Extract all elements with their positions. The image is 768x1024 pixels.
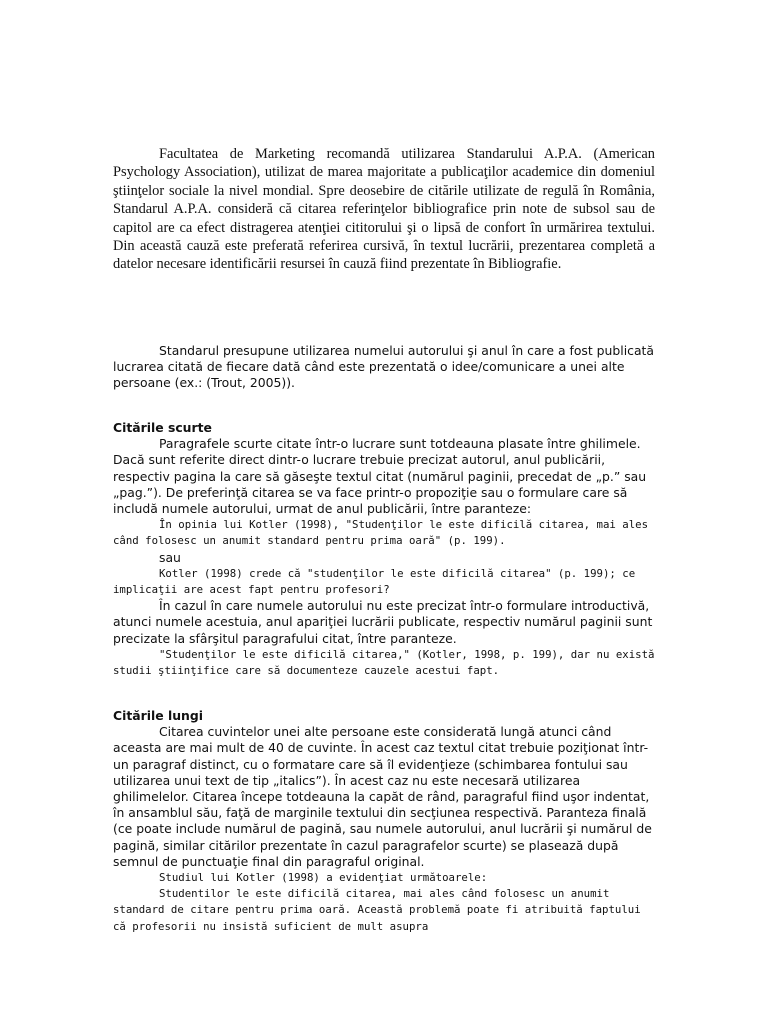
intro-paragraph: Facultatea de Marketing recomandă utilizarea Standarului A.P.A. (American Psychology Association), utilizat de marea majoritate a publicaţilor academice din domeniul ştiinţelor sociale la nivel mondial. Spre deosebire de citările utilizate de regulă în România, Standarul A.P.A. consideră că citarea referinţelor bibliografice prin note de subsol sau de capitol are ca efect distragerea atenţiei cititorului şi o lipsă de confort în urmărirea textului. Din această cauză este preferată referirea cursivă, în textul lucrării, prezentarea completă a datelor necesare identificării resursei în cauză fiind prezentate în Bibliografie. — [113, 146, 655, 273]
long-quote-example: Studentilor le este dificilă citarea, mai ales când folosesc un anumit standard de citare pentru prima oară. Această problemă poate fi atribuită faptului că profesorii nu insistă suficient de mult asupra — [113, 887, 641, 933]
short-quotes-paragraph-1: Paragrafele scurte citate într-o lucrare sunt totdeauna plasate între ghilimele. Dacă sunt referite direct dintr-o lucrare trebuie precizat autorul, anul publicării, respectiv pagina la care să găseşte textul citat (numărul paginii, precedat de „p.” sau „pag.”). De preferinţă citarea se va face printr-o propoziţie sau o formulare care să includă numele autorului, urmat de anul publicării, între paranteze: — [113, 436, 647, 517]
short-quotes-paragraph-2: În cazul în care numele autorului nu este precizat într-o formulare introductivă, atunci numele acestuia, anul apariţiei lucrării publicate, respectiv numărul paginii sunt precizate la sfârşitul paragrafului citat, între paranteze. — [113, 598, 653, 646]
short-quote-example-1: În opinia lui Kotler (1998), "Studenţilor le este dificilă citarea, mai ales când folosesc un anumit standard pentru prima oară" (p. 199). — [113, 518, 649, 548]
long-quote-example-intro: Studiul lui Kotler (1998) a evidenţiat următoarele: — [159, 871, 488, 885]
standard-paragraph: Standarul presupune utilizarea numelui autorului şi anul în care a fost publicată lucrarea citată de fiecare dată când este prezentată o idee/comunicare a unei alte persoane (ex.: (Trout, 2005)). — [113, 343, 654, 391]
long-quotes-section — [113, 708, 655, 935]
short-quotes-heading: Citările scurte — [113, 420, 212, 435]
short-quote-example-3: "Studenţilor le este dificilă citarea," (Kotler, 1998, p. 199), dar nu există studii ştiinţifice care să documenteze cauzele acestui fapt. — [113, 647, 655, 678]
long-quotes-heading: Citările lungi — [113, 708, 203, 723]
short-quote-example-2: Kotler (1998) crede că "studenţilor le este dificilă citarea" (p. 199); ce implicaţii are acest fapt pentru profesori? — [113, 566, 636, 597]
short-quotes-section — [113, 420, 655, 679]
long-quotes-paragraph-1: Citarea cuvintelor unei alte persoane este considerată lungă atunci când aceasta are mai mult de 40 de cuvinte. În acest caz textul citat trebuie poziţionat într-un paragraf distinct, cu o formatare care să îl evidenţieze (schimbarea fontului sau utilizarea unui text de tip „italics”). În acest caz nu este necesară utilizarea ghilimelelor. Citarea începe totdeauna la capăt de rând, paragraful fiind uşor indentat, în ansamblul său, faţă de marginile textului din secţiunea respectivă. Paranteza finală (ce poate include numărul de pagină, sau numele autorului, anul lucrării şi numărul de pagină, similar citărilor prezentate în cazul paragrafelor scurte) se plasează după semnul de punctuaţie final din paragraful original. — [113, 724, 652, 869]
short-quote-sau: sau — [159, 549, 181, 565]
